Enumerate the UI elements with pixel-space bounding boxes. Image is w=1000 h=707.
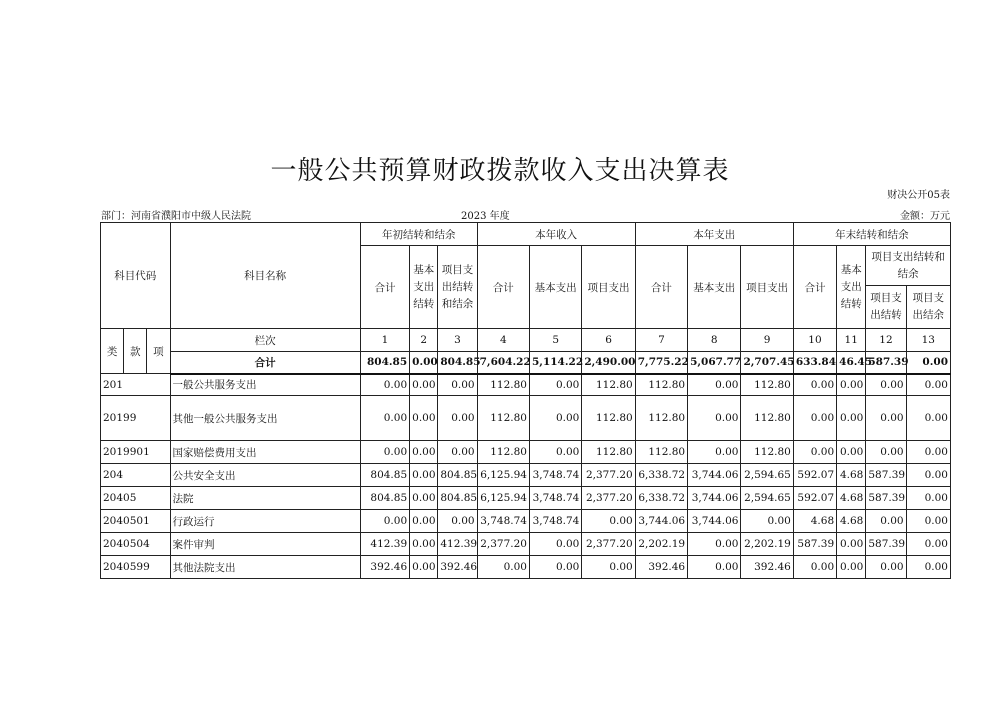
amount-cell: 0.00: [438, 396, 477, 441]
header-group-end: 年末结转和结余: [793, 223, 950, 246]
amount-cell: 804.85: [438, 464, 477, 487]
amount-cell: 592.07: [793, 487, 836, 510]
amount-cell: 2,202.19: [741, 533, 793, 556]
header-end-project-carry: 项目支出结转和结余: [866, 246, 951, 286]
amount-cell: 0.00: [688, 396, 741, 441]
amount-cell: 392.46: [360, 556, 409, 579]
subject-name-cell: 法院: [170, 487, 360, 510]
amount-cell: 0.00: [410, 556, 438, 579]
amount-cell: 112.80: [582, 441, 635, 464]
amount-cell: 0.00: [688, 441, 741, 464]
amount-cell: 0.00: [582, 556, 635, 579]
amount-cell: 0.00: [906, 533, 950, 556]
amount-cell: 0.00: [410, 510, 438, 533]
col-number: 6: [582, 329, 635, 352]
amount-cell: 0.00: [906, 487, 950, 510]
header-expense-project: 项目支出: [741, 246, 793, 329]
amount-cell: 804.85: [360, 487, 409, 510]
header-end-basic-carry: 基本支出结转: [837, 246, 866, 329]
amount-cell: 0.00: [438, 441, 477, 464]
header-expense-basic: 基本支出: [688, 246, 741, 329]
header-end-total: 合计: [793, 246, 836, 329]
header-end-project-carry-sub: 项目支出结转: [866, 286, 906, 329]
amount-cell: 0.00: [837, 533, 866, 556]
total-cell: 5,114.22: [529, 352, 581, 374]
amount-cell: 2,594.65: [741, 464, 793, 487]
amount-cell: 0.00: [688, 374, 741, 396]
amount-cell: 0.00: [866, 396, 906, 441]
amount-cell: 0.00: [906, 396, 950, 441]
col-number: 4: [477, 329, 529, 352]
budget-table: [100, 222, 951, 579]
total-cell: 7,775.22: [635, 352, 687, 374]
col-number: 13: [906, 329, 950, 352]
table-row: [101, 556, 951, 579]
amount-cell: 0.00: [438, 374, 477, 396]
col-number: 8: [688, 329, 741, 352]
amount-cell: 112.80: [741, 441, 793, 464]
total-cell: 46.45: [837, 352, 866, 374]
amount-cell: 0.00: [688, 556, 741, 579]
amount-cell: 0.00: [837, 441, 866, 464]
amount-cell: 0.00: [529, 441, 581, 464]
amount-cell: 4.68: [793, 510, 836, 533]
col-number: 9: [741, 329, 793, 352]
amount-cell: 3,744.06: [688, 487, 741, 510]
table-row: [101, 396, 951, 441]
col-number: 1: [360, 329, 409, 352]
header-income-total: 合计: [477, 246, 529, 329]
amount-cell: 4.68: [837, 510, 866, 533]
department-label: 部门：河南省濮阳市中级人民法院: [101, 211, 251, 222]
amount-cell: 0.00: [688, 533, 741, 556]
amount-cell: 0.00: [410, 464, 438, 487]
amount-cell: 804.85: [360, 464, 409, 487]
header-group-begin: 年初结转和结余: [360, 223, 477, 246]
header-subject-code: 科目代码: [101, 223, 171, 329]
amount-cell: 4.68: [837, 487, 866, 510]
form-code: 财决公开05表: [887, 190, 950, 201]
amount-cell: 2,202.19: [635, 533, 687, 556]
amount-cell: 3,744.06: [635, 510, 687, 533]
amount-cell: 112.80: [477, 396, 529, 441]
total-cell: 2,707.45: [741, 352, 793, 374]
header-lei: 类: [101, 329, 124, 374]
amount-cell: 3,748.74: [477, 510, 529, 533]
amount-cell: 0.00: [793, 441, 836, 464]
amount-cell: 0.00: [410, 396, 438, 441]
amount-cell: 0.00: [360, 374, 409, 396]
header-income-basic: 基本支出: [529, 246, 581, 329]
subject-name-cell: 公共安全支出: [170, 464, 360, 487]
amount-cell: 2,377.20: [582, 533, 635, 556]
amount-cell: 592.07: [793, 464, 836, 487]
subject-code-cell: 20405: [101, 487, 171, 510]
header-end-project-surplus: 项目支出结余: [906, 286, 950, 329]
amount-cell: 112.80: [635, 441, 687, 464]
header-subject-name: 科目名称: [170, 223, 360, 329]
subject-name-cell: 行政运行: [170, 510, 360, 533]
data-rows: [101, 374, 951, 579]
amount-cell: 0.00: [906, 510, 950, 533]
amount-cell: 2,377.20: [477, 533, 529, 556]
amount-cell: 587.39: [793, 533, 836, 556]
amount-cell: 0.00: [837, 556, 866, 579]
header-begin-total: 合计: [360, 246, 409, 329]
amount-cell: 112.80: [477, 374, 529, 396]
amount-cell: 6,338.72: [635, 487, 687, 510]
total-row-label: 合计: [170, 352, 360, 374]
amount-cell: 0.00: [360, 510, 409, 533]
amount-cell: 0.00: [906, 464, 950, 487]
amount-cell: 0.00: [906, 441, 950, 464]
total-cell: 633.84: [793, 352, 836, 374]
amount-cell: 0.00: [410, 374, 438, 396]
total-cell: 587.39: [866, 352, 906, 374]
amount-cell: 3,748.74: [529, 464, 581, 487]
amount-cell: 112.80: [582, 374, 635, 396]
table-row: [101, 510, 951, 533]
amount-cell: 112.80: [477, 441, 529, 464]
header-group-expense: 本年支出: [635, 223, 793, 246]
amount-cell: 0.00: [582, 510, 635, 533]
amount-cell: 0.00: [793, 396, 836, 441]
amount-cell: 3,748.74: [529, 510, 581, 533]
amount-cell: 4.68: [837, 464, 866, 487]
amount-cell: 0.00: [906, 556, 950, 579]
header-expense-total: 合计: [635, 246, 687, 329]
amount-cell: 392.46: [635, 556, 687, 579]
subject-code-cell: 2040599: [101, 556, 171, 579]
table-row: [101, 487, 951, 510]
amount-cell: 587.39: [866, 533, 906, 556]
amount-cell: 0.00: [477, 556, 529, 579]
amount-cell: 0.00: [793, 556, 836, 579]
subject-name-cell: 一般公共服务支出: [170, 374, 360, 396]
subject-code-cell: 20199: [101, 396, 171, 441]
header-xiang: 项: [147, 329, 170, 374]
amount-cell: 2,377.20: [582, 487, 635, 510]
amount-cell: 412.39: [438, 533, 477, 556]
amount-cell: 0.00: [529, 396, 581, 441]
amount-cell: 0.00: [906, 374, 950, 396]
amount-cell: 112.80: [635, 374, 687, 396]
total-cell: 804.85: [360, 352, 409, 374]
amount-cell: 112.80: [582, 396, 635, 441]
subject-code-cell: 2019901: [101, 441, 171, 464]
table-row: [101, 441, 951, 464]
amount-cell: 0.00: [866, 441, 906, 464]
col-number: 12: [866, 329, 906, 352]
col-number: 11: [837, 329, 866, 352]
total-cell: 0.00: [410, 352, 438, 374]
amount-cell: 0.00: [529, 374, 581, 396]
amount-cell: 0.00: [866, 510, 906, 533]
amount-cell: 112.80: [741, 396, 793, 441]
total-cell: 2,490.00: [582, 352, 635, 374]
amount-cell: 587.39: [866, 464, 906, 487]
amount-cell: 804.85: [438, 487, 477, 510]
header-group-income: 本年收入: [477, 223, 635, 246]
row-label: 栏次: [170, 329, 360, 352]
subject-name-cell: 其他一般公共服务支出: [170, 396, 360, 441]
amount-cell: 0.00: [410, 441, 438, 464]
table-row: [101, 374, 951, 396]
amount-cell: 0.00: [837, 374, 866, 396]
amount-cell: 6,338.72: [635, 464, 687, 487]
total-cell: 5,067.77: [688, 352, 741, 374]
amount-cell: 0.00: [837, 396, 866, 441]
amount-cell: 3,744.06: [688, 464, 741, 487]
amount-cell: 0.00: [529, 533, 581, 556]
subject-code-cell: 2040501: [101, 510, 171, 533]
header-begin-project-carry: 项目支出结转和结余: [438, 246, 477, 329]
header-income-project: 项目支出: [582, 246, 635, 329]
subject-code-cell: 2040504: [101, 533, 171, 556]
amount-cell: 0.00: [866, 374, 906, 396]
amount-cell: 392.46: [741, 556, 793, 579]
amount-cell: 0.00: [360, 441, 409, 464]
amount-cell: 587.39: [866, 487, 906, 510]
subject-name-cell: 国家赔偿费用支出: [170, 441, 360, 464]
total-cell: 0.00: [906, 352, 950, 374]
amount-cell: 3,748.74: [529, 487, 581, 510]
amount-cell: 2,377.20: [582, 464, 635, 487]
subject-name-cell: 案件审判: [170, 533, 360, 556]
amount-cell: 0.00: [793, 374, 836, 396]
amount-cell: 0.00: [360, 396, 409, 441]
table-row: [101, 464, 951, 487]
col-number: 7: [635, 329, 687, 352]
amount-cell: 0.00: [410, 533, 438, 556]
amount-cell: 0.00: [529, 556, 581, 579]
amount-cell: 0.00: [741, 510, 793, 533]
header-begin-basic-carry: 基本支出结转: [410, 246, 438, 329]
table-row: [101, 533, 951, 556]
amount-cell: 3,744.06: [688, 510, 741, 533]
report-title: 一般公共预算财政拨款收入支出决算表: [270, 156, 730, 186]
amount-unit: 金额：万元: [900, 211, 950, 222]
fiscal-year: 2023 年度: [461, 211, 510, 222]
amount-cell: 412.39: [360, 533, 409, 556]
total-cell: 7,604.22: [477, 352, 529, 374]
subject-code-cell: 204: [101, 464, 171, 487]
amount-cell: 0.00: [410, 487, 438, 510]
col-number: 2: [410, 329, 438, 352]
total-cell: 804.85: [438, 352, 477, 374]
col-number: 3: [438, 329, 477, 352]
amount-cell: 392.46: [438, 556, 477, 579]
amount-cell: 6,125.94: [477, 464, 529, 487]
subject-code-cell: 201: [101, 374, 171, 396]
subject-name-cell: 其他法院支出: [170, 556, 360, 579]
header-kuan: 款: [124, 329, 147, 374]
amount-cell: 2,594.65: [741, 487, 793, 510]
amount-cell: 112.80: [741, 374, 793, 396]
col-number: 10: [793, 329, 836, 352]
amount-cell: 0.00: [866, 556, 906, 579]
amount-cell: 112.80: [635, 396, 687, 441]
col-number: 5: [529, 329, 581, 352]
amount-cell: 0.00: [438, 510, 477, 533]
amount-cell: 6,125.94: [477, 487, 529, 510]
